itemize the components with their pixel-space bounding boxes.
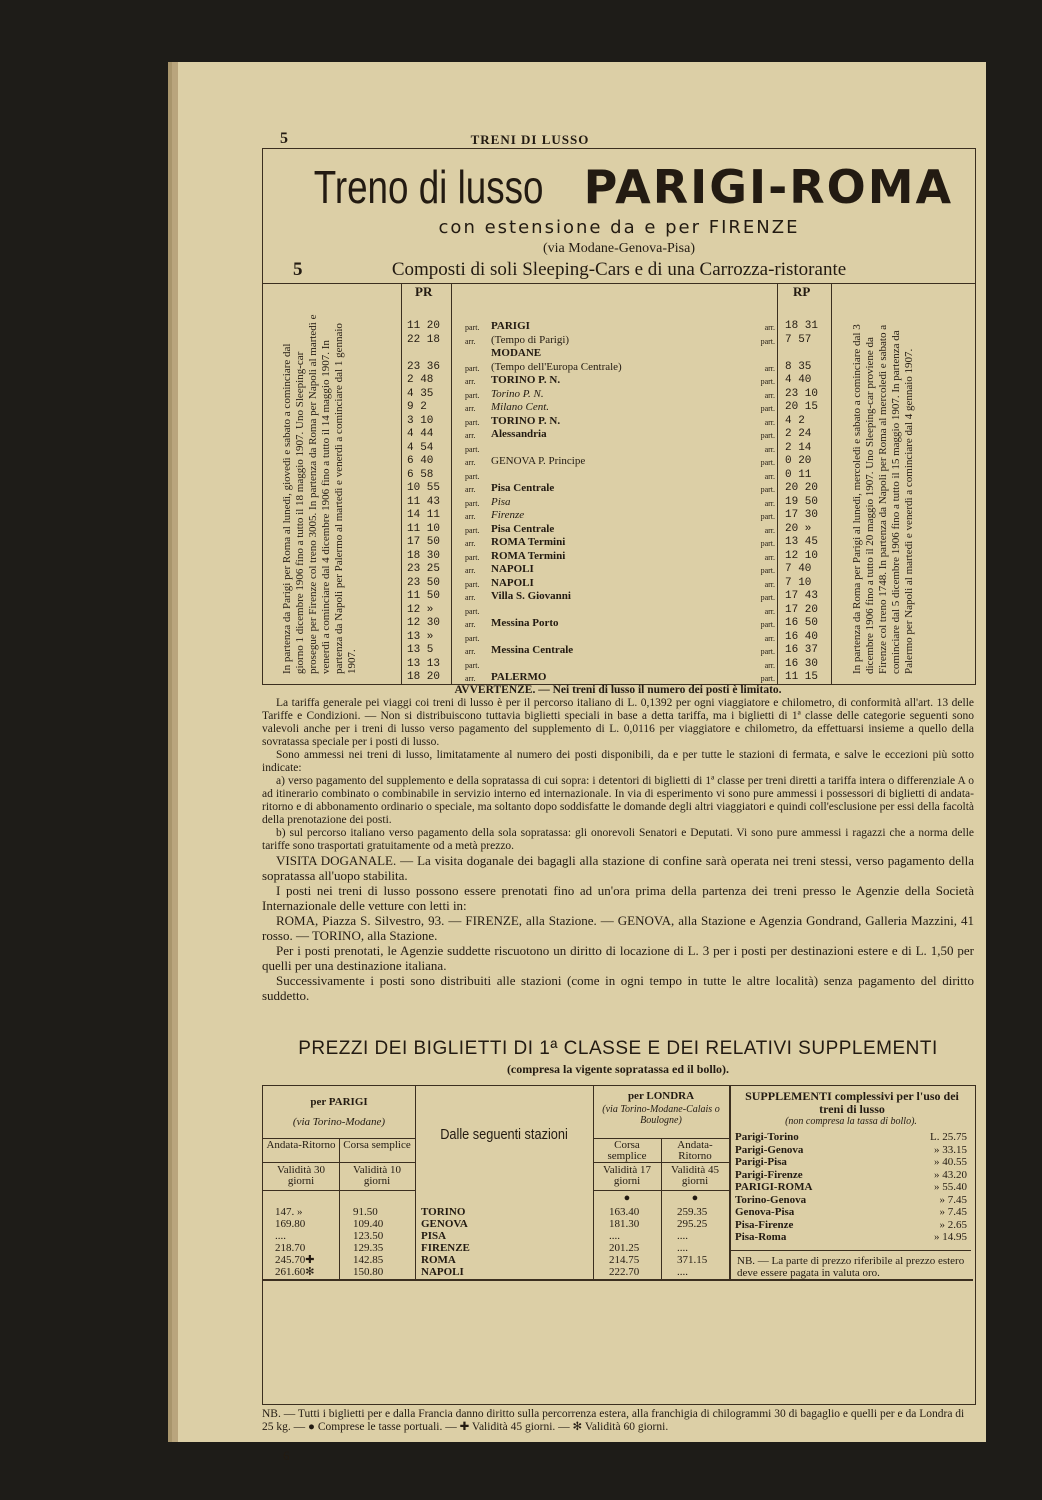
station-label-right: arr. — [764, 606, 775, 616]
station-label: part. — [465, 363, 480, 373]
price-ar: 261.60✻ — [275, 1266, 315, 1278]
supp-value: » 55.40 — [934, 1181, 967, 1193]
composition-text: Composti di soli Sleeping-Cars e di una Carrozza-ristorante — [391, 259, 847, 280]
para-6: I posti nei treni di lusso possono essere prenotati fino ad un'ora prima della partenza dei treni presso le Agenzie della Società Internazionale delle vetture con letti in: — [262, 883, 974, 913]
subtitle-via: (via Modane-Genova-Pisa) — [542, 241, 695, 256]
price-lar: .... — [677, 1230, 688, 1242]
left-time: 2 48 — [407, 374, 434, 386]
price-ar: .... — [275, 1230, 286, 1242]
londra-cs-head: Corsa semplice — [607, 1139, 647, 1162]
main-title — [263, 160, 975, 214]
supp-value: » 7.45 — [939, 1206, 967, 1218]
left-notes-col — [263, 284, 402, 684]
supp-value: » 33.15 — [934, 1143, 967, 1156]
station-name: NAPOLI — [491, 563, 534, 575]
right-time: 2 24 — [785, 428, 812, 440]
left-time: 18 30 — [407, 549, 441, 562]
price-ar: 245.70✚ — [275, 1254, 315, 1266]
title-part2: PARIGI-ROMA — [583, 160, 954, 214]
station-name: Pisa Centrale — [491, 482, 555, 494]
station-row — [461, 469, 779, 483]
price-lar: 259.35 — [677, 1206, 708, 1218]
right-time: 8 35 — [785, 360, 812, 373]
dot-2: ● — [691, 1192, 699, 1204]
right-time: 17 20 — [785, 603, 819, 616]
station-row — [461, 388, 779, 402]
left-time: 23 25 — [407, 563, 441, 575]
station-label: arr. — [465, 512, 476, 521]
station-label-right: arr. — [764, 323, 775, 332]
station-label-right: part. — [760, 674, 775, 683]
price-row — [263, 1266, 729, 1278]
price-cs: 129.35 — [353, 1242, 384, 1254]
station-name: Torino P. N. — [491, 387, 544, 400]
station-label: part. — [465, 552, 480, 562]
right-times-col — [777, 284, 832, 684]
station-name: Milano Cent. — [491, 401, 550, 413]
station-label: arr. — [465, 674, 476, 683]
station-label-right: part. — [760, 620, 775, 629]
left-time: 4 44 — [407, 428, 434, 440]
supp-value: » 43.20 — [934, 1168, 967, 1181]
station-label: part. — [465, 633, 480, 643]
price-cs: 142.85 — [353, 1254, 384, 1266]
price-lar: .... — [677, 1266, 688, 1278]
price-cs: 109.40 — [353, 1218, 384, 1230]
left-time: 11 10 — [407, 522, 441, 535]
right-notes-col — [831, 284, 975, 684]
station-row — [461, 550, 779, 564]
para-5: VISITA DOGANALE. — La visita doganale dei bagagli alla stazione di confine sarà operata nei treni stessi, verso pagamento della sopratassa all'uopo stabilita. — [262, 853, 974, 883]
right-time: 16 40 — [785, 630, 819, 643]
station-label: arr. — [465, 336, 476, 346]
footnote: NB. — Tutti i biglietti per e dalla Francia danno diritto sulla percorrenza estera, alla franchigia di chilogrammi 30 di bagaglio e quelli per e da Londra di 25 kg. — ● Comprese le tasse portuali. — ✚ Validità 45 giorni. — ✻ Validità 60 giorni. — [262, 1408, 965, 1433]
price-cs: 150.80 — [353, 1266, 384, 1278]
londra-head: per LONDRA — [627, 1090, 695, 1102]
left-time: 23 36 — [407, 360, 441, 373]
price-station: PISA — [421, 1230, 447, 1242]
left-time: 6 40 — [407, 455, 434, 467]
right-time: 16 50 — [785, 617, 819, 629]
price-lcs: 201.25 — [609, 1242, 640, 1254]
right-time: 7 40 — [785, 563, 812, 575]
station-row — [461, 415, 779, 429]
supp-row — [731, 1156, 971, 1169]
left-time: 12 » — [407, 603, 434, 616]
supp-value: » 2.65 — [939, 1218, 967, 1231]
station-label-right: part. — [760, 485, 775, 494]
prices-title: PREZZI DEI BIGLIETTI DI 1ª CLASSE E DEI RELATIVI SUPPLEMENTI — [298, 1038, 938, 1059]
supp-row — [731, 1181, 971, 1194]
left-time: 11 20 — [407, 320, 441, 332]
prices-table — [262, 1085, 976, 1405]
station-label-right: part. — [760, 458, 775, 467]
station-label-right: part. — [760, 566, 775, 575]
left-time: 4 35 — [407, 387, 434, 400]
station-row — [461, 334, 779, 348]
right-time: 17 30 — [785, 509, 819, 521]
price-lcs: 181.30 — [609, 1218, 640, 1230]
station-row — [461, 442, 779, 456]
station-label-right: part. — [760, 336, 775, 346]
prices-subtitle: (compresa la vigente sopratassa ed il bollo). — [506, 1062, 730, 1076]
supp-row — [731, 1194, 971, 1207]
price-cs: 123.50 — [353, 1230, 384, 1242]
station-name: GENOVA P. Principe — [491, 455, 586, 467]
station-name: MODANE — [491, 347, 542, 359]
supp-name: PARIGI-ROMA — [735, 1181, 813, 1193]
notices — [262, 684, 974, 1003]
avvertenze-title: AVVERTENZE. — Nei treni di lusso il numero dei posti è limitato. — [454, 684, 782, 696]
title-part1: Treno di lusso — [313, 161, 544, 213]
supp-value: L. 25.75 — [930, 1131, 967, 1143]
station-name: PARIGI — [491, 320, 530, 332]
price-lcs: .... — [609, 1230, 620, 1242]
station-name: Pisa Centrale — [491, 522, 555, 535]
station-name: PALERMO — [491, 671, 547, 683]
price-row — [263, 1254, 729, 1266]
supp-name: Pisa-Roma — [735, 1231, 787, 1243]
station-label: arr. — [465, 647, 476, 656]
left-time: 12 30 — [407, 617, 441, 629]
price-ar: 147. » — [275, 1206, 303, 1218]
parigi-v10: Validità 10 giorni — [353, 1164, 401, 1187]
station-name: Firenze — [491, 509, 525, 521]
supp-title: SUPPLEMENTI complessivi per l'uso dei treni di lusso — [745, 1089, 959, 1116]
station-name: ROMA Termini — [491, 536, 566, 548]
price-lar: 295.25 — [677, 1218, 708, 1230]
station-label-right: arr. — [764, 498, 775, 508]
dalle-stazioni: Dalle seguenti stazioni — [440, 1126, 568, 1143]
londra-ar-head: Andata-Ritorno — [677, 1139, 713, 1162]
left-time — [407, 347, 440, 361]
station-label-right: part. — [760, 512, 775, 521]
price-row — [263, 1230, 729, 1242]
station-row — [461, 577, 779, 591]
supp-row — [731, 1169, 971, 1182]
supp-row — [731, 1131, 971, 1144]
station-label: part. — [465, 417, 480, 427]
station-label: arr. — [465, 593, 476, 602]
station-label: part. — [465, 498, 480, 508]
supp-name: Parigi-Torino — [735, 1131, 799, 1143]
right-time: 4 2 — [785, 414, 805, 427]
station-label-right: arr. — [764, 579, 775, 589]
station-label-right: arr. — [764, 417, 775, 427]
price-lar: 371.15 — [677, 1254, 708, 1266]
bottom-page-number: 6 — [283, 1448, 290, 1463]
londra-v17: Validità 17 giorni — [603, 1164, 651, 1187]
para-8: Per i posti prenotati, le Agenzie suddette riscuotono un diritto di locazione di L. 3 per i posti per destinazioni estere e di L. 1,50 per quelli per una destinazione italiana. — [262, 943, 974, 973]
price-rows — [263, 1206, 729, 1278]
supp-name: Parigi-Genova — [735, 1143, 804, 1156]
station-name: TORINO P. N. — [491, 374, 561, 386]
station-row — [461, 617, 779, 631]
station-label: part. — [465, 579, 480, 589]
station-label: arr. — [465, 566, 476, 575]
station-name: ROMA Termini — [491, 549, 566, 562]
right-time: 0 20 — [785, 455, 812, 467]
price-lcs: 163.40 — [609, 1206, 640, 1218]
station-label-right: part. — [760, 539, 775, 548]
station-label-right: part. — [760, 593, 775, 602]
right-time: 0 11 — [785, 468, 812, 481]
station-row — [461, 523, 779, 537]
price-lar: .... — [677, 1242, 688, 1254]
right-time: 13 45 — [785, 536, 819, 548]
station-label: arr. — [465, 620, 476, 629]
left-time: 14 11 — [407, 509, 441, 521]
station-label: part. — [465, 390, 480, 400]
station-label-right: arr. — [764, 552, 775, 562]
para-4: b) sul percorso italiano verso pagamento della sola sopratassa: gli onorevoli Senatori e Deputati. Vi sono pure ammessi i ragazzi che a norma delle tariffe sono trasportati gratuitamente od a metà prezzo. — [262, 827, 974, 852]
station-name: NAPOLI — [491, 576, 534, 589]
left-time: 3 10 — [407, 414, 434, 427]
price-ar: 218.70 — [275, 1242, 306, 1254]
station-label: part. — [465, 323, 480, 332]
left-times — [407, 320, 440, 685]
parigi-via: (via Torino-Modane) — [292, 1116, 386, 1128]
station-name: Messina Centrale — [491, 644, 574, 656]
station-row — [461, 455, 779, 469]
supp-name: Genova-Pisa — [735, 1206, 795, 1218]
supp-name: Pisa-Firenze — [735, 1218, 794, 1231]
right-time — [785, 347, 818, 361]
station-name: Villa S. Giovanni — [491, 590, 571, 602]
left-time: 9 2 — [407, 401, 427, 413]
station-row — [461, 320, 779, 334]
code-rp: RP — [793, 284, 811, 299]
left-time: 23 50 — [407, 576, 441, 589]
station-label-right: arr. — [764, 444, 775, 454]
right-notes: In partenza da Roma per Parigi al lunedì, mercoledì e sabato a cominciare dal 3 dicembre 1906 fino a tutto il 20 maggio 1907. Uno Sleeping-car proviene da Firenze col treno 1748. In partenza da Napoli per Roma al mercoledì e sabato a cominciare dal 5 dicembre 1906 fino a tutto il 15 maggio 1907. In partenza da Palermo per Napoli al martedì e venerdì a cominciare dal 4 gennaio 1907. — [851, 324, 915, 674]
right-time: 4 40 — [785, 374, 812, 386]
left-time: 17 50 — [407, 536, 441, 548]
left-time: 10 55 — [407, 482, 441, 494]
right-time: 20 » — [785, 522, 812, 535]
supp-value: » 7.45 — [939, 1193, 967, 1206]
left-time: 18 20 — [407, 671, 441, 683]
right-time: 7 10 — [785, 576, 812, 589]
price-row — [263, 1242, 729, 1254]
station-row — [461, 536, 779, 550]
station-label-right: part. — [760, 647, 775, 656]
station-row — [461, 374, 779, 388]
station-row — [461, 401, 779, 415]
right-time: 16 37 — [785, 644, 819, 656]
station-label: arr. — [465, 458, 476, 467]
left-time: 4 54 — [407, 441, 434, 454]
left-time: 6 58 — [407, 468, 434, 481]
supp-value: » 40.55 — [934, 1156, 967, 1168]
station-label: arr. — [465, 404, 476, 413]
price-row — [263, 1218, 729, 1230]
left-time: 13 13 — [407, 657, 441, 670]
station-label-right: arr. — [764, 660, 775, 670]
station-row — [461, 509, 779, 523]
station-name: Alessandria — [491, 428, 547, 440]
supp-row — [731, 1144, 971, 1157]
price-lcs: 222.70 — [609, 1266, 640, 1278]
subtitle-composition — [263, 259, 975, 281]
para-1: La tariffa generale pei viaggi coi treni di lusso è per il percorso italiano di L. 0,1392 per ogni viaggiatore e chilometro, di conformità all'art. 13 delle Tariffe e Condizioni. — Non si distribuiscono tuttavia biglietti speciali in base a detta tariffa, ma i biglietti di 1ª classe delle categorie seguenti sono valevoli anche per i treni di lusso verso pagamento del supplemento di L. 0,0116 per viaggiatore e chilometro, da effettuarsi insieme a quello della sovratassa speciale per i posti di lusso. — [262, 697, 974, 748]
supp-note: (non compresa la tassa di bollo). — [785, 1116, 917, 1127]
supp-row — [731, 1231, 971, 1244]
station-name: Messina Porto — [491, 617, 559, 629]
station-label: part. — [465, 606, 480, 616]
station-name: Pisa — [491, 495, 511, 508]
station-label-right: part. — [760, 404, 775, 413]
supplementi — [731, 1086, 971, 1283]
para-3: a) verso pagamento del supplemento e della sopratassa di cui sopra: i detentori di biglietti di 1ª classe per treni diretti a tariffa intera o differenziale A o ad itinerario combinato o combinabile in servizio interno ed internazionale. In via di esperimento vi sono pure ammessi i possessori di biglietti di andata-ritorno e di abbonamento ordinario o speciale, ma soltanto dopo soddisfatte le domande degli altri viaggiatori e quindi coll'esclusione per essi della facoltà della prenotazione dei posti. — [262, 775, 974, 826]
right-time: 16 30 — [785, 657, 819, 670]
station-name: TORINO P. N. — [491, 414, 561, 427]
right-time: 2 14 — [785, 441, 812, 454]
left-time: 11 43 — [407, 495, 441, 508]
right-time: 20 20 — [785, 482, 819, 494]
supp-value: » 14.95 — [934, 1231, 967, 1243]
left-time: 13 5 — [407, 644, 434, 656]
station-row — [461, 428, 779, 442]
supp-row — [731, 1219, 971, 1232]
station-name: (Tempo di Parigi) — [491, 333, 570, 346]
station-label: arr. — [465, 485, 476, 494]
price-station: ROMA — [421, 1254, 456, 1266]
station-label-right: part. — [760, 377, 775, 386]
station-label-right: arr. — [764, 525, 775, 535]
parigi-v30: Validità 30 giorni — [277, 1164, 325, 1187]
supp-row — [731, 1206, 971, 1219]
station-row — [461, 604, 779, 618]
page-number: 5 — [280, 130, 288, 147]
londra-via: (via Torino-Modane-Calais o Boulogne) — [602, 1104, 720, 1126]
price-cs: 91.50 — [353, 1206, 378, 1218]
station-label: part. — [465, 525, 480, 535]
station-name: (Tempo dell'Europa Centrale) — [491, 360, 622, 373]
londra-v45: Validità 45 giorni — [671, 1164, 719, 1187]
station-row — [461, 671, 779, 685]
station-label: arr. — [465, 377, 476, 386]
station-label: arr. — [465, 431, 476, 440]
parigi-ar-head: Andata-Ritorno — [266, 1139, 336, 1151]
station-label-right: part. — [760, 431, 775, 440]
station-row — [461, 631, 779, 645]
right-time: 20 15 — [785, 401, 819, 413]
parigi-head: per PARIGI — [310, 1096, 368, 1108]
station-row — [461, 482, 779, 496]
train-number: 5 — [293, 259, 303, 280]
station-row — [461, 361, 779, 375]
timetable — [263, 283, 975, 684]
stations-list — [461, 320, 779, 685]
para-9: Successivamente i posti sono distribuiti alle stazioni (come in ogni tempo in tutte le altre località) senza pagamento del diritto suddetto. — [262, 973, 974, 1003]
price-station: TORINO — [421, 1206, 466, 1218]
station-row — [461, 563, 779, 577]
station-row — [461, 658, 779, 672]
station-label: part. — [465, 444, 480, 454]
station-label-right: arr. — [764, 363, 775, 373]
supp-name: Torino-Genova — [735, 1193, 807, 1206]
price-row — [263, 1206, 729, 1218]
supp-name: Parigi-Pisa — [735, 1156, 787, 1168]
left-times-col — [401, 284, 452, 684]
station-label: part. — [465, 471, 480, 481]
left-time: 13 » — [407, 630, 434, 643]
station-label-right: arr. — [764, 390, 775, 400]
left-time: 22 18 — [407, 333, 441, 346]
left-time: 11 50 — [407, 590, 441, 602]
dot-1: ● — [623, 1192, 631, 1204]
price-station: FIRENZE — [421, 1242, 470, 1254]
price-ar: 169.80 — [275, 1218, 306, 1230]
price-station: GENOVA — [421, 1218, 468, 1230]
station-row — [461, 644, 779, 658]
station-label-right: arr. — [764, 633, 775, 643]
right-time: 11 15 — [785, 671, 819, 683]
right-times — [785, 320, 818, 685]
right-time: 19 50 — [785, 495, 819, 508]
station-label-right: arr. — [764, 471, 775, 481]
station-label: arr. — [465, 539, 476, 548]
code-pr: PR — [415, 284, 433, 299]
price-lcs: 214.75 — [609, 1254, 640, 1266]
price-station: NAPOLI — [421, 1266, 464, 1278]
station-row — [461, 496, 779, 510]
subtitle-extension: con estensione da e per FIRENZE — [438, 217, 800, 238]
supp-list — [731, 1131, 971, 1244]
station-label: part. — [465, 660, 480, 670]
station-row — [461, 347, 779, 361]
station-row — [461, 590, 779, 604]
right-time: 12 10 — [785, 549, 819, 562]
supp-nb: NB. — La parte di prezzo riferibile al prezzo estero deve essere pagata in valuta oro. — [731, 1250, 971, 1283]
right-time: 23 10 — [785, 387, 819, 400]
timetable-frame — [262, 148, 976, 685]
para-7: ROMA, Piazza S. Silvestro, 93. — FIRENZE, alla Stazione. — GENOVA, alla Stazione e Agenzia Gondrand, Galleria Mazzini, 41 rosso. — TORINO, alla Stazione. — [262, 913, 974, 943]
left-notes: In partenza da Parigi per Roma al lunedì, giovedì e sabato a cominciare dal giorno 1 dicembre 1906 fino a tutto il 18 maggio 1907. Uno Sleeping-car prosegue per Firenze col treno 3005. In partenza da Roma per Napoli al martedì e venerdì a cominciare dal 4 dicembre 1906 fino a tutto il 14 maggio 1907. In partenza da Napoli per Palermo al martedì e venerdì a cominciare dal 1 gennaio 1907. — [281, 314, 358, 674]
supp-name: Parigi-Firenze — [735, 1168, 803, 1181]
parigi-cs-head: Corsa semplice — [343, 1139, 411, 1151]
para-2: Sono ammessi nei treni di lusso, limitatamente al numero dei posti disponibili, da e per tutte le stazioni di fermata, e salve le eccezioni più sotto indicate: — [262, 749, 974, 774]
right-time: 7 57 — [785, 333, 812, 346]
right-time: 17 43 — [785, 590, 819, 602]
right-time: 18 31 — [785, 320, 819, 332]
running-title: TRENI DI LUSSO — [470, 132, 590, 147]
